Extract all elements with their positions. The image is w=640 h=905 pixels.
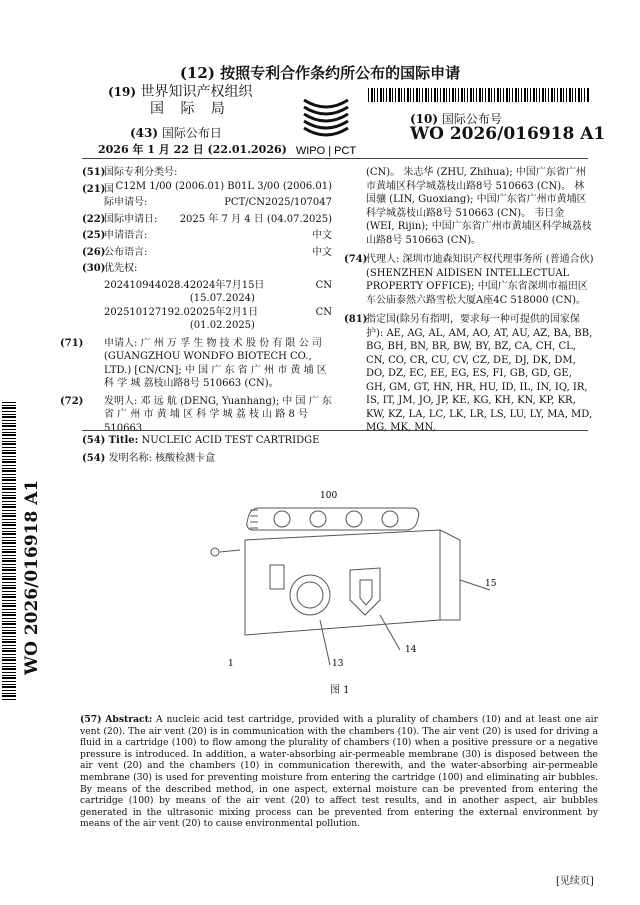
barcode-top <box>368 88 590 102</box>
left-column <box>60 166 332 435</box>
ref-14: 14 <box>405 645 417 655</box>
inventor-continued: (CN)。 朱志华 (ZHU, Zhihua); 中国广东省广州市黄埔区科学城荔枝山路8号 510663 (CN)。 林国骧 (LIN, Guoxiang); 中国广东省广州市黄埔区科学城荔枝山路8号 510663 (CN)。 韦日金 (WEI, Rijin); 中国广东省广州市黄埔区科学城荔枝山路8号 510663 (CN)。 <box>366 167 592 246</box>
publication-number: WO 2026/016918 A1 <box>410 124 606 144</box>
logo-text: WIPO | PCT <box>295 145 357 157</box>
patent-figure <box>200 470 500 670</box>
priority-row: 202410944028.4 2024年7月15日 (15.07.2024) CN <box>104 279 332 304</box>
org-name: 世界知识产权组织 <box>140 84 253 100</box>
org-code: (19) <box>108 85 137 99</box>
ref-13: 13 <box>332 659 344 669</box>
pub-no-label: (10) 国际公布号 <box>410 112 502 126</box>
field-row: (30) 优先权: <box>82 263 138 274</box>
publication-date: 2026 年 1 月 22 日 (22.01.2026) <box>98 143 287 156</box>
field-row: (26) 公布语言: 中文 <box>82 246 332 258</box>
pub-date-label: (43) 国际公布日 <box>130 126 222 140</box>
divider-mid <box>82 430 588 431</box>
divider-top <box>82 158 588 159</box>
field-row: (25) 申请语言: 中文 <box>82 230 332 241</box>
designated-states: (81) 指定国(除另有指明，要求每一种可提供的国家保护): AE, AG, AL, AM, AO, AT, AU, AZ, BA, BB, BG, BH, BN, BR, BW, BY, BZ, CA, CH, CL, CN, CO, CR, CU, CV, CZ, DE, DJ, DK, DM, DO, DZ, EC, EE, EG, ES, FI, GB, GD, GE, GH, GM, GT, HN, HR, HU, ID, IL, IN, IQ, IR, IS, IT, JM, JO, JP, KE, KG, KH, KN, KP, KR, KW, KZ, LA, LC, LK, LR, LS, LU, LY, MA, MD, MG, MK, MN, <box>344 314 593 433</box>
title-cn: (54) 发明名称: 核酸检测卡盒 <box>82 453 216 464</box>
field-row: (22) 国际申请日: 2025 年 7 月 4 日 (04.07.2025) <box>82 213 332 225</box>
field-row: (51) 国际专利分类号: C12M 1/00 (2006.01) B01L 3/00 (2006.01) <box>82 167 332 192</box>
side-publication-number: WO 2026/016918 A1 <box>22 479 42 675</box>
title-en: (54) Title: NUCLEIC ACID TEST CARTRIDGE <box>82 435 320 446</box>
ref-15: 15 <box>485 579 497 589</box>
right-column <box>344 166 594 435</box>
inventor: (72) 发明人: 邓 远 航 (DENG, Yuanhang); 中 国 广 东 省 广 州 市 黄 埔 区 科 学 城 荔 枝 山 路 8 号 510663 <box>60 395 332 434</box>
wipo-logo <box>286 94 366 158</box>
agent: (74) 代理人: 深圳市迪森知识产权代理事务所 (普通合伙) (SHENZHEN AIDISEN INTELLECTUAL PROPERTY OFFICE); 中国广东省深圳市福田区车公庙泰然六路雪松大厦A座4C 518000 (CN)。 <box>344 254 594 306</box>
applicant: (71) 申请人: 广 州 万 孚 生 物 技 术 股 份 有 限 公 司 (GUANGZHOU WONDFO BIOTECH CO., LTD.) [CN/CN]; 中 国 广 东 省 广 州 市 黄 埔 区 科 学 城 荔枝山路8号 510663 (CN)。 <box>60 337 327 389</box>
abstract: (57) Abstract: A nucleic acid test cartridge, provided with a plurality of chambers (10) and at least one air vent (20). The air vent (20) is in communication with the chambers (10). The air vent (20) is used for driving a fluid in a cartridge (100) to flow among the plurality of chambers (10) when a positive pressure or a negative pressure is introduced. In addition, a water-absorbing air-permeable membrane (30) is disposed between the air vent (20) and the chambers (10) in communication therewith, and the water-absorbing air-permeable membrane (30) is used for preventing moisture from entering the cartridge (100) and eliminating air bubbles. By means of the described method, in one aspect, external moisture can be prevented from entering the cartridge (100) by means of the air vent (20) to affect test results, and in another aspect, air bubbles generated in the ultrasonic mixing process can be prevented from entering the external environment by means of the air vent (20) to cause environmental pollution. <box>80 714 598 830</box>
barcode-side <box>2 400 16 700</box>
ref-1: 1 <box>228 659 234 669</box>
continued-note: [见续页] <box>556 876 594 887</box>
bureau: 国 际 局 <box>150 101 231 117</box>
ref-100: 100 <box>320 491 338 501</box>
document-type: (12) 按照专利合作条约所公布的国际申请 <box>179 64 461 82</box>
priority-row: 202510127192.0 2025年2月1日 (01.02.2025) CN <box>104 306 332 331</box>
field-row: (21) 国际申请号: PCT/CN2025/107047 <box>82 183 332 208</box>
figure-caption: 图 1 <box>330 685 350 696</box>
organization-block <box>108 84 253 118</box>
